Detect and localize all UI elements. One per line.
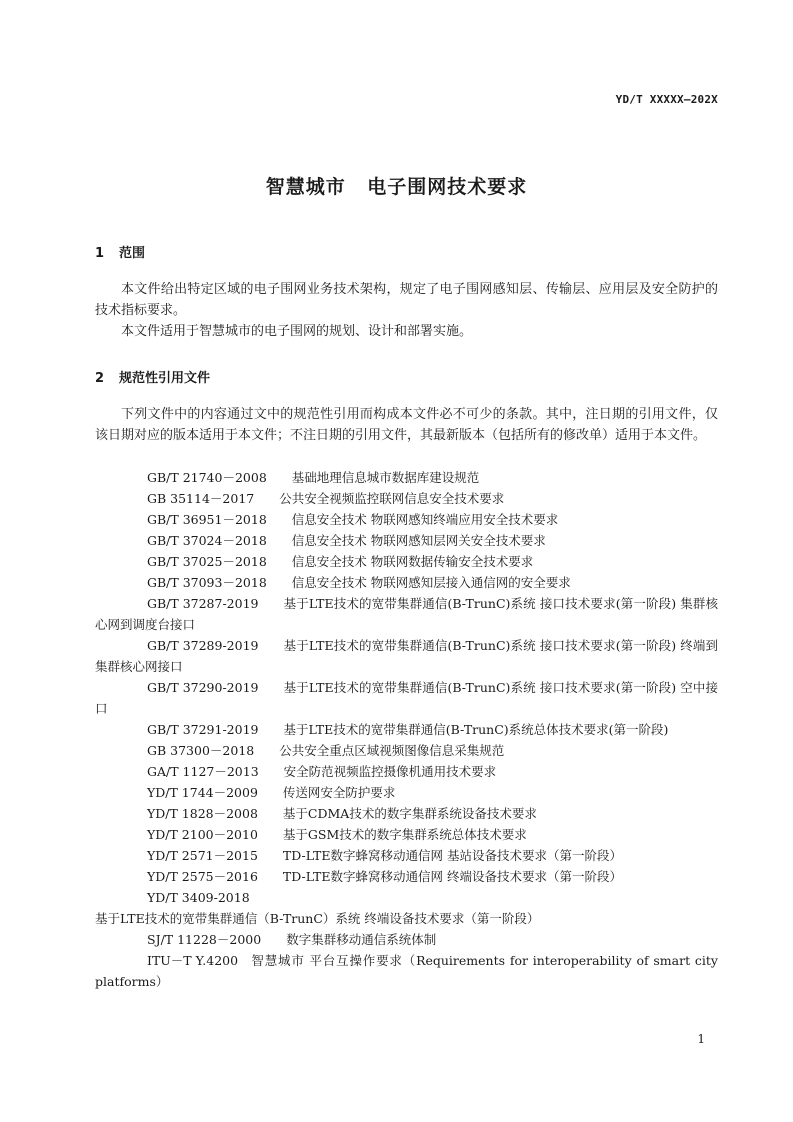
reference-item [95, 845, 718, 866]
reference-title: 公共安全视频监控联网信息安全技术要求 [279, 491, 505, 506]
reference-title: 信息安全技术 物联网感知终端应用安全技术要求 [291, 512, 559, 527]
document-title: 智慧城市 电子围网技术要求 [265, 176, 528, 198]
reference-item [95, 782, 718, 803]
reference-code: GB/T 21740－2008 [147, 470, 267, 485]
reference-item [95, 467, 718, 488]
reference-item [95, 929, 718, 950]
section-title: 范围 [119, 246, 146, 261]
reference-code: YD/T 1744－2009 [147, 785, 258, 800]
reference-code: YD/T 2100－2010 [147, 827, 258, 842]
reference-code: GB/T 37289-2019 [147, 638, 259, 653]
reference-code: GA/T 1127－2013 [147, 764, 259, 779]
reference-title: 智慧城市 平台互操作要求（Requirements for interoperability of smart city platforms） [95, 953, 718, 989]
reference-item [95, 824, 718, 845]
reference-item [95, 677, 718, 719]
reference-code: YD/T 1828－2008 [147, 806, 258, 821]
reference-item [95, 761, 718, 782]
reference-title: 信息安全技术 物联网感知层接入通信网的安全要求 [291, 575, 571, 590]
reference-item [95, 803, 718, 824]
section-heading-normative-references [95, 367, 210, 386]
reference-code: YD/T 2575－2016 [147, 869, 258, 884]
reference-item [95, 572, 718, 593]
reference-title: 信息安全技术 物联网感知层网关安全技术要求 [291, 533, 546, 548]
reference-item [95, 719, 718, 740]
reference-title: 基于LTE技术的宽带集群通信（B-TrunC）系统 终端设备技术要求（第一阶段） [95, 911, 540, 926]
reference-item [95, 509, 718, 530]
reference-list [95, 467, 718, 992]
reference-item [95, 866, 718, 887]
reference-code: GB 35114－2017 [147, 491, 255, 506]
reference-item [95, 887, 718, 929]
section-title: 规范性引用文件 [119, 371, 211, 386]
reference-title: TD-LTE数字蜂窝移动通信网 终端设备技术要求（第一阶段） [282, 869, 622, 884]
reference-code: SJ/T 11228－2000 [147, 932, 262, 947]
reference-code: GB/T 37291-2019 [147, 722, 259, 737]
reference-code: YD/T 3409-2018 [147, 890, 250, 905]
reference-code: GB/T 37025－2018 [147, 554, 267, 569]
reference-code: YD/T 2571－2015 [147, 848, 258, 863]
reference-code: GB 37300－2018 [147, 743, 255, 758]
reference-title: 基础地理信息城市数据库建设规范 [291, 470, 480, 485]
reference-code: ITU－T Y.4200 [147, 953, 239, 968]
section-number: 1 [95, 246, 105, 261]
references-intro-paragraph: 下列文件中的内容通过文中的规范性引用而构成本文件必不可少的条款。其中，注日期的引用文件，仅该日期对应的版本适用于本文件；不注日期的引用文件，其最新版本（包括所有的修改单）适用于本文件。 [95, 407, 718, 443]
reference-item [95, 530, 718, 551]
reference-title: 基于CDMA技术的数字集群系统设备技术要求 [282, 806, 537, 821]
reference-title: 信息安全技术 物联网数据传输安全技术要求 [291, 554, 534, 569]
scope-paragraph-2: 本文件适用于智慧城市的电子围网的规划、设计和部署实施。 [121, 324, 473, 339]
reference-code: GB/T 37290-2019 [147, 680, 259, 695]
reference-code: GB/T 37024－2018 [147, 533, 267, 548]
scope-paragraph-1: 本文件给出特定区域的电子围网业务技术架构，规定了电子围网感知层、传输层、应用层及安全防护的技术指标要求。 [95, 282, 718, 318]
reference-title: TD-LTE数字蜂窝移动通信网 基站设备技术要求（第一阶段） [282, 848, 622, 863]
reference-item [95, 593, 718, 635]
reference-title: 基于LTE技术的宽带集群通信(B-TrunC)系统 接口技术要求(第一阶段) 空中接口 [95, 680, 718, 716]
page-number: 1 [697, 1032, 705, 1046]
reference-code: GB/T 37093－2018 [147, 575, 267, 590]
reference-title: 基于LTE技术的宽带集群通信(B-TrunC)系统 接口技术要求(第一阶段) 终端到集群核心网接口 [95, 638, 718, 674]
reference-title: 传送网安全防护要求 [282, 785, 396, 800]
reference-title: 安全防范视频监控摄像机通用技术要求 [283, 764, 497, 779]
reference-code: GB/T 36951－2018 [147, 512, 267, 527]
reference-item [95, 488, 718, 509]
section-heading-scope [95, 242, 145, 261]
reference-item [95, 950, 718, 992]
reference-item [95, 740, 718, 761]
reference-title: 公共安全重点区域视频图像信息采集规范 [279, 743, 505, 758]
reference-title: 数字集群移动通信系统体制 [286, 932, 437, 947]
reference-title: 基于LTE技术的宽带集群通信(B-TrunC)系统 接口技术要求(第一阶段) 集群核心网到调度台接口 [95, 596, 718, 632]
reference-item [95, 635, 718, 677]
document-code: YD/T XXXXX—202X [615, 93, 718, 106]
reference-item [95, 551, 718, 572]
reference-title: 基于LTE技术的宽带集群通信(B-TrunC)系统总体技术要求(第一阶段) [283, 722, 669, 737]
section-number: 2 [95, 371, 105, 386]
reference-code: GB/T 37287-2019 [147, 596, 259, 611]
reference-title: 基于GSM技术的数字集群系统总体技术要求 [282, 827, 527, 842]
